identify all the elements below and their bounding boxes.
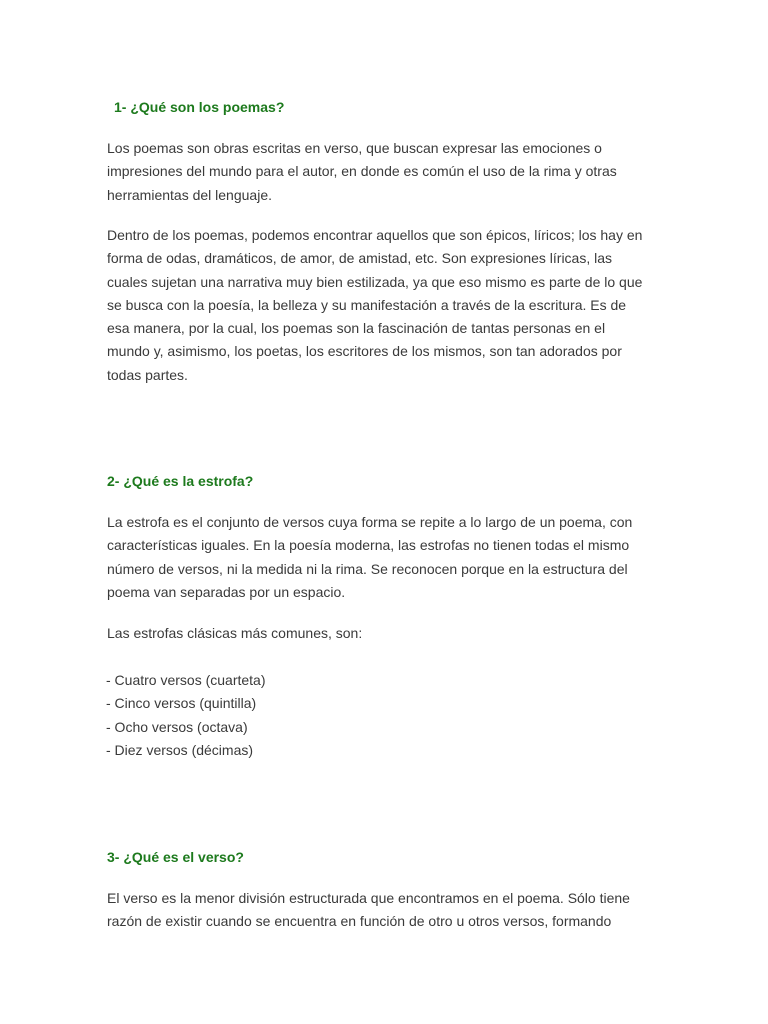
paragraph-line: mundo y, asimismo, los poetas, los escritores de los mismos, son tan adorados por <box>107 343 622 360</box>
paragraph-line: forma de odas, dramáticos, de amor, de amistad, etc. Son expresiones líricas, las <box>107 250 613 267</box>
section-1-paragraph-1 <box>107 137 667 207</box>
list-item: - Cinco versos (quintilla) <box>106 695 257 712</box>
paragraph-line: El verso es la menor división estructurada que encontramos en el poema. Sólo tiene <box>107 890 630 906</box>
list-item: - Cuatro versos (cuarteta) <box>106 672 266 688</box>
section-2-paragraph-2 <box>107 622 667 645</box>
section-2-paragraph-1 <box>107 511 667 604</box>
section-1-heading: 1- ¿Qué son los poemas? <box>114 99 285 115</box>
paragraph-line: número de versos, ni la medida ni la rima. Se reconocen porque en la estructura del <box>107 560 628 577</box>
section-1-paragraph-2 <box>107 224 667 387</box>
paragraph-line: razón de existir cuando se encuentra en función de otro u otros versos, formando <box>107 913 612 930</box>
paragraph-line: La estrofa es el conjunto de versos cuya forma se repite a lo largo de un poema, con <box>107 514 633 530</box>
paragraph-line: todas partes. <box>107 366 188 383</box>
paragraph-line: se busca con la poesía, la belleza y su manifestación a través de la escritura. Es de <box>107 296 627 313</box>
list-item: - Diez versos (décimas) <box>106 741 254 758</box>
paragraph-line: Los poemas son obras escritas en verso, que buscan expresar las emociones o <box>107 140 602 156</box>
paragraph-line: esa manera, por la cual, los poemas son la fascinación de tantas personas en el <box>107 320 606 337</box>
paragraph-line: cuales sujetan una narrativa muy bien estilizada, ya que eso mismo es parte de lo que <box>107 273 643 290</box>
paragraph-line: características iguales. En la poesía moderna, las estrofas no tienen todas el mismo <box>107 537 630 554</box>
paragraph-line: herramientas del lenguaje. <box>107 186 272 203</box>
section-3-heading: 3- ¿Qué es el verso? <box>107 849 244 865</box>
strophe-list <box>106 669 266 762</box>
paragraph-line: impresiones del mundo para el autor, en donde es común el uso de la rima y otras <box>107 163 617 180</box>
paragraph-line: poema van separadas por un espacio. <box>107 583 346 600</box>
section-3-paragraph-1 <box>107 887 667 934</box>
paragraph-line: Las estrofas clásicas más comunes, son: <box>107 625 363 641</box>
list-item: - Ocho versos (octava) <box>106 718 248 735</box>
section-2-heading: 2- ¿Qué es la estrofa? <box>107 473 254 489</box>
paragraph-line: Dentro de los poemas, podemos encontrar aquellos que son épicos, líricos; los hay en <box>107 227 643 243</box>
